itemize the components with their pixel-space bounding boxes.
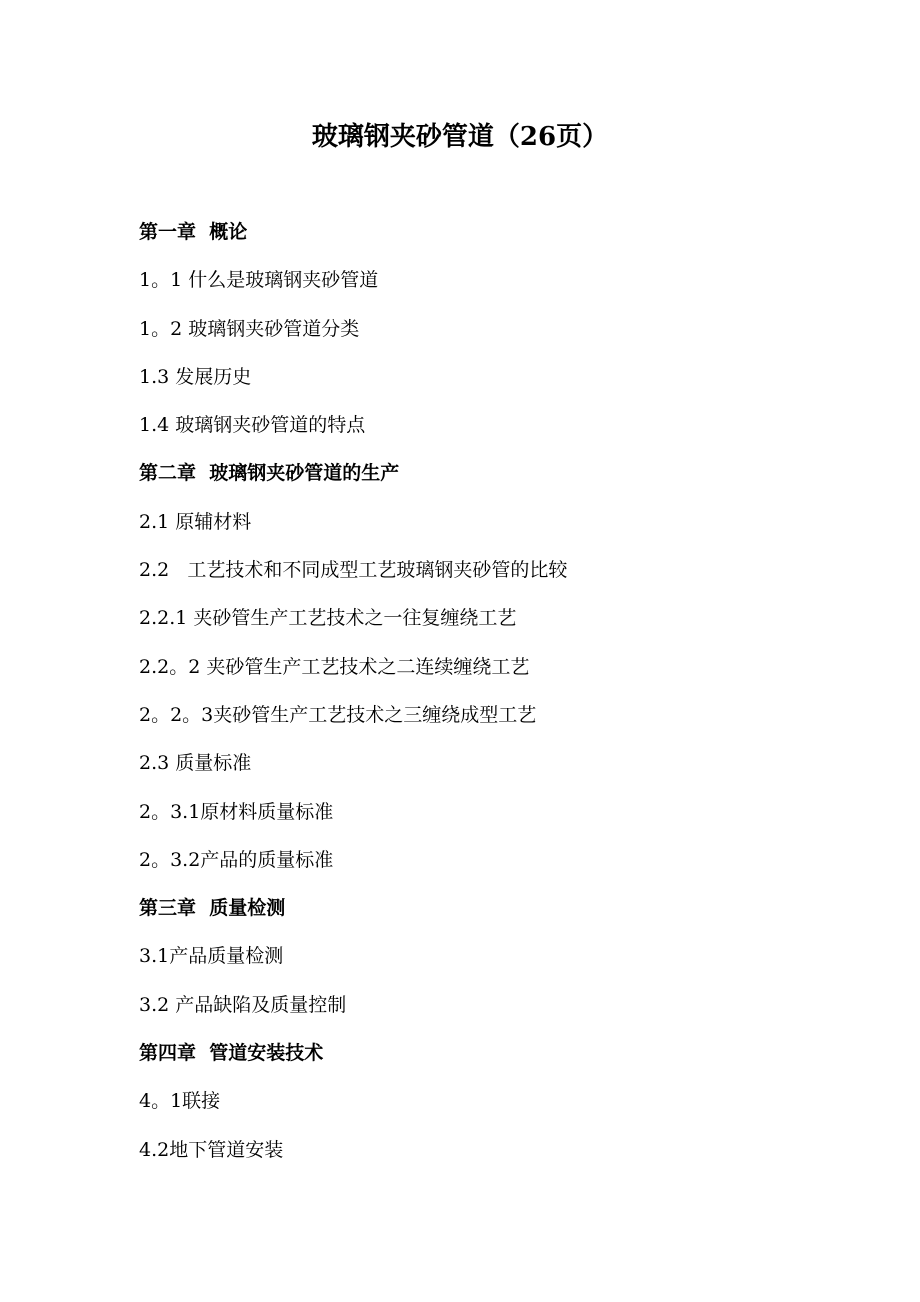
toc-section-2-3-1: 2。3.1原材料质量标准 (139, 800, 334, 823)
toc-chapter-4: 第四章 管道安装技术 (139, 1042, 324, 1065)
toc-section-4-1: 4。1联接 (139, 1090, 221, 1113)
toc-section-2-3: 2.3 质量标准 (139, 752, 252, 775)
toc-section-2-2: 2.2 工艺技术和不同成型工艺玻璃钢夹砂管的比较 (139, 559, 568, 582)
toc-section-4-2: 4.2地下管道安装 (139, 1138, 284, 1161)
toc-section-1-2: 1。2 玻璃钢夹砂管道分类 (139, 317, 360, 340)
toc-chapter-3: 第三章 质量检测 (139, 897, 286, 920)
toc-section-2-2-2: 2.2。2 夹砂管生产工艺技术之二连续缠绕工艺 (139, 655, 530, 678)
toc-chapter-2: 第二章 玻璃钢夹砂管道的生产 (139, 462, 400, 485)
toc-section-2-3-2: 2。3.2产品的质量标准 (139, 848, 334, 871)
toc-section-2-2-1: 2.2.1 夹砂管生产工艺技术之一往复缠绕工艺 (139, 607, 517, 630)
toc-section-1-1: 1。1 什么是玻璃钢夹砂管道 (139, 269, 379, 292)
toc-section-1-3: 1.3 发展历史 (139, 365, 252, 388)
toc-section-3-1: 3.1产品质量检测 (139, 945, 284, 968)
toc-section-3-2: 3.2 产品缺陷及质量控制 (139, 993, 347, 1016)
toc-chapter-1: 第一章 概论 (139, 221, 248, 243)
toc-section-2-1: 2.1 原辅材料 (139, 510, 252, 533)
toc-section-2-2-3: 2。2。3夹砂管生产工艺技术之三缠绕成型工艺 (139, 703, 537, 726)
table-of-contents (139, 213, 839, 1179)
toc-section-1-4: 1.4 玻璃钢夹砂管道的特点 (139, 414, 366, 437)
document-title: 玻璃钢夹砂管道（26页） (311, 122, 609, 152)
